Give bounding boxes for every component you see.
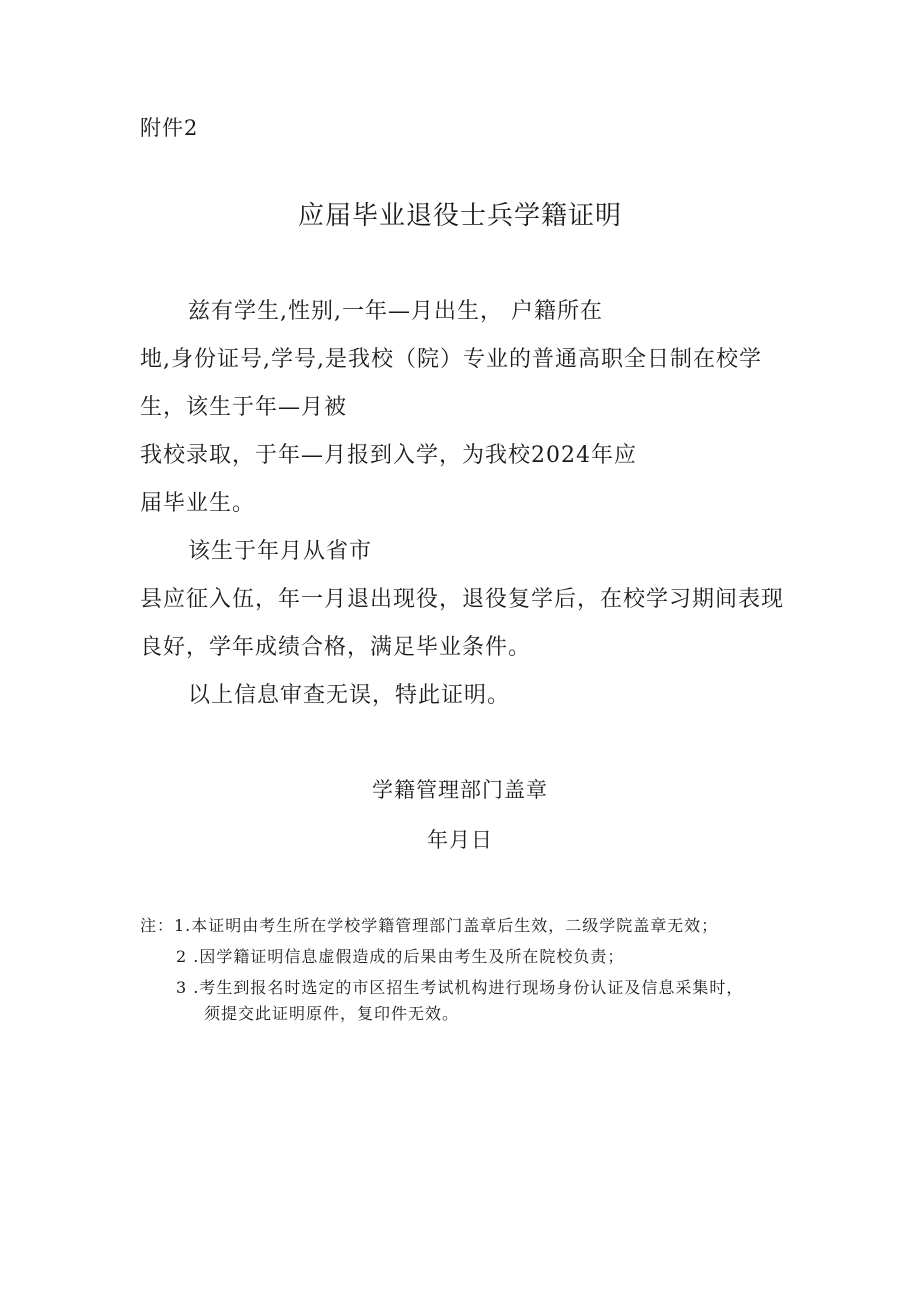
note-item-1: 1.本证明由考生所在学校学籍管理部门盖章后生效，二级学院盖章无效；	[174, 916, 719, 935]
notes-prefix: 注：	[140, 916, 175, 935]
paragraph-1-line-5: 届毕业生。	[140, 491, 256, 516]
paragraph-2-line-2: 县应征入伍，年一月退出现役，退役复学后，在校学习期间表现	[140, 587, 785, 612]
date-label: 年月日	[427, 828, 493, 852]
paragraph-3: 以上信息审查无误，特此证明。	[188, 683, 511, 708]
note-item-3-continued: 须提交此证明原件，复印件无效。	[204, 1004, 460, 1023]
note-item-2: 2 .因学籍证明信息虚假造成的后果由考生及所在院校负责；	[176, 947, 625, 966]
paragraph-2-line-1: 该生于年月从省市	[188, 539, 373, 564]
seal-label: 学籍管理部门盖章	[372, 778, 548, 802]
paragraph-1-line-4: 我校录取，于年—月报到入学，为我校2024年应	[140, 443, 637, 468]
paragraph-1-line-3: 生，该生于年—月被	[140, 395, 348, 420]
note-item-3: 3 .考生到报名时选定的市区招生考试机构进行现场身份认证及信息采集时，	[176, 978, 744, 997]
paragraph-1-line-1: 兹有学生,性别,一年—月出生， 户籍所在	[188, 299, 603, 324]
document-title: 应届毕业退役士兵学籍证明	[297, 201, 622, 231]
paragraph-1-line-2: 地,身份证号,学号,是我校（院）专业的普通高职全日制在校学	[140, 347, 762, 372]
attachment-label: 附件2	[140, 116, 199, 140]
paragraph-2-line-3: 良好，学年成绩合格，满足毕业条件。	[140, 635, 532, 660]
